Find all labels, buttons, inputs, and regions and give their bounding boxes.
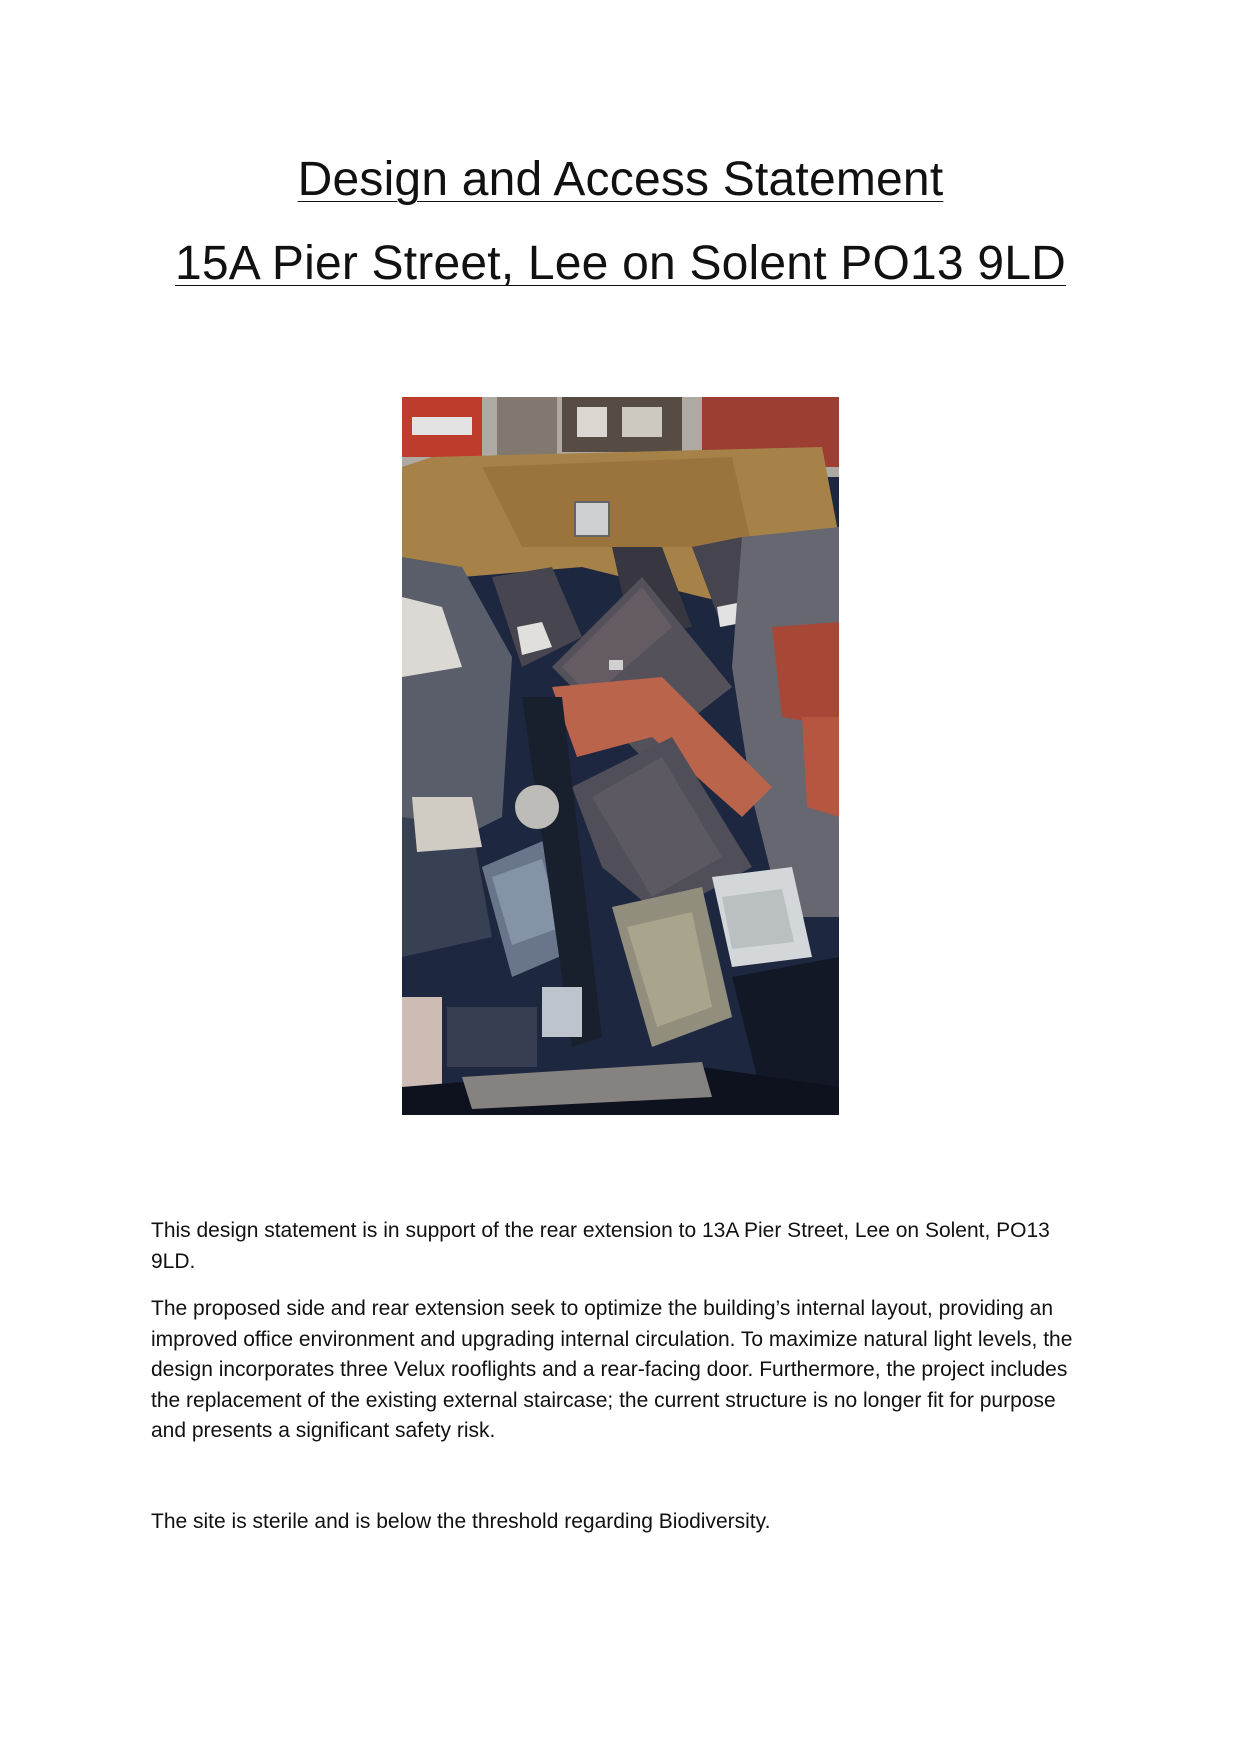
paragraph-biodiversity: The site is sterile and is below the threshold regarding Biodiversity. bbox=[151, 1510, 771, 1533]
document-title bbox=[0, 152, 1241, 207]
site-address-title bbox=[0, 236, 1241, 291]
site-address-text: 15A Pier Street, Lee on Solent PO13 9LD bbox=[174, 237, 1067, 290]
paragraph-proposal: The proposed side and rear extension seek to optimize the building’s internal layout, providing an improved office environment and upgrading internal circulation. To maximize natural light levels, the design incorporates three Velux rooflights and a rear-facing door. Furthermore, the project includes the replacement of the existing external staircase; the current structure is no longer fit for purpose and presents a significant safety risk. bbox=[151, 1297, 1073, 1442]
paragraph-intro: This design statement is in support of the rear extension to 13A Pier Street, Lee on Solent, PO13 9LD. bbox=[151, 1219, 1050, 1273]
document-title-text: Design and Access Statement bbox=[297, 153, 944, 206]
aerial-site-photo bbox=[402, 397, 839, 1115]
